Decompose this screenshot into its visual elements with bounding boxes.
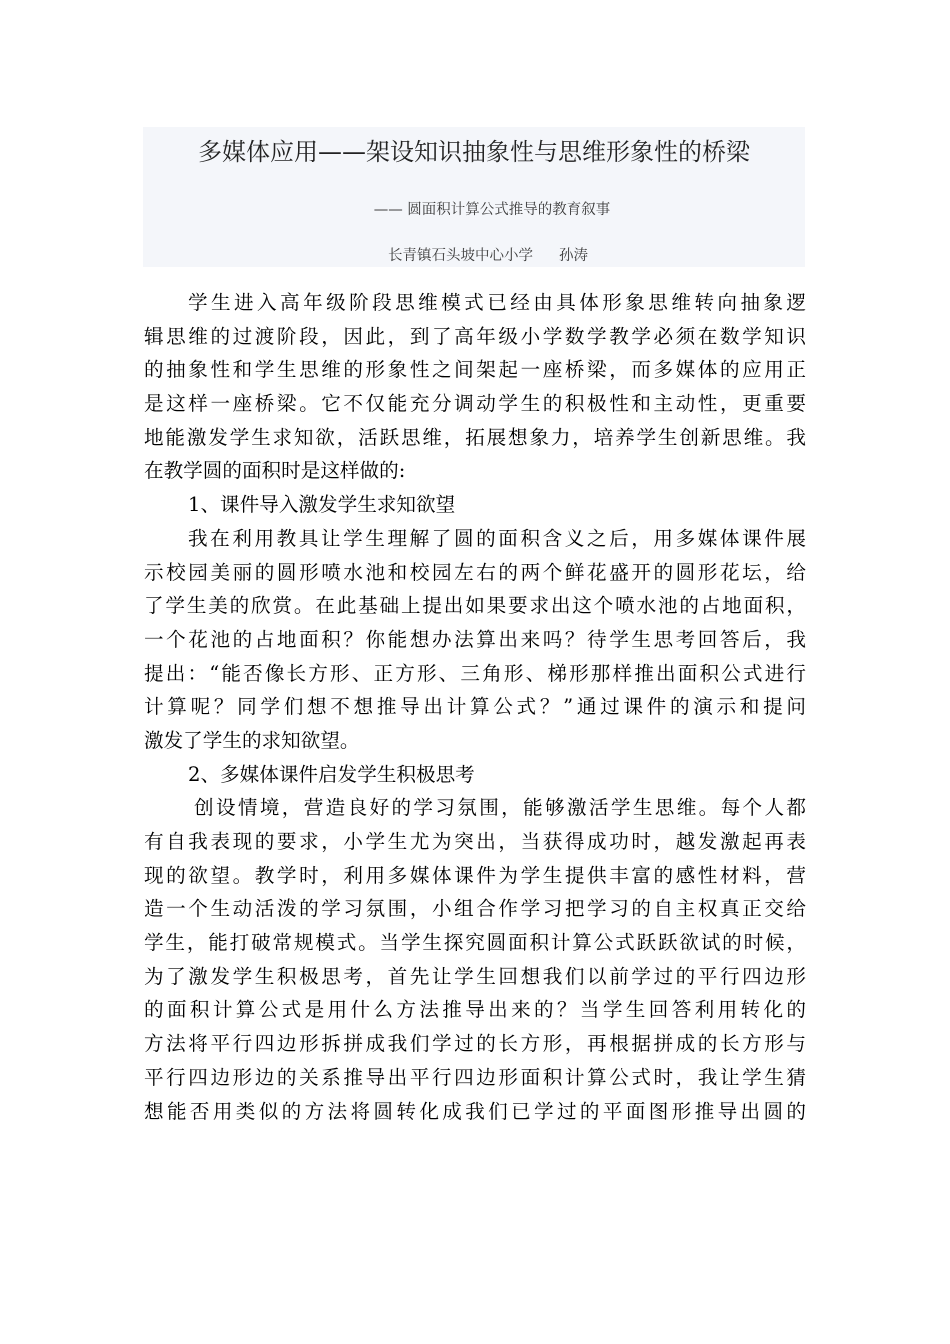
body-line: 一个花池的占地面积？你能想办法算出来吗？待学生思考回答后，我 — [144, 627, 806, 651]
body-line: 在教学圆的面积时是这样做的: — [144, 459, 406, 483]
body-line: 了学生美的欣赏。在此基础上提出如果要求出这个喷水池的占地面积， — [144, 594, 806, 618]
body-line: 学生进入高年级阶段思维模式已经由具体形象思维转向抽象逻 — [188, 291, 806, 314]
school-name: 长青镇石头坡中心小学 — [388, 248, 533, 264]
body-text — [144, 286, 806, 1128]
body-line: 平行四边形边的关系推导出平行四边形面积计算公式时，我让学生猜 — [144, 1065, 806, 1089]
body-line: 是这样一座桥梁。它不仅能充分调动学生的积极性和主动性，更重要 — [144, 392, 806, 416]
body-line: 示校园美丽的圆形喷水池和校园左右的两个鲜花盛开的圆形花坛，给 — [144, 560, 806, 584]
body-line: 的面积计算公式是用什么方法推导出来的？当学生回答利用转化的 — [144, 998, 806, 1022]
body-line: 想能否用类似的方法将圆转化成我们已学过的平面图形推导出圆的 — [144, 1099, 806, 1123]
body-line: 方法将平行四边形拆拼成我们学过的长方形，再根据拼成的长方形与 — [144, 1032, 806, 1056]
document-title: 多媒体应用——架设知识抽象性与思维形象性的桥梁 — [198, 138, 750, 166]
body-line: 激发了学生的求知欲望。 — [144, 728, 360, 752]
author-line — [143, 244, 805, 268]
body-line: 造一个生动活泼的学习氛围，小组合作学习把学习的自主权真正交给 — [144, 897, 806, 921]
body-line: 学生，能打破常规模式。当学生探究圆面积计算公式跃跃欲试的时候， — [144, 931, 806, 955]
body-line: 我在利用教具让学生理解了圆的面积含义之后，用多媒体课件展 — [188, 526, 806, 550]
section-heading-2: 2、多媒体课件启发学生积极思考 — [188, 762, 475, 786]
body-line: 辑思维的过渡阶段，因此，到了高年级小学数学教学必须在数学知识 — [144, 324, 806, 348]
body-line: 为了激发学生积极思考，首先让学生回想我们以前学过的平行四边形 — [144, 964, 806, 988]
body-line: 地能激发学生求知欲，活跃思维，拓展想象力，培养学生创新思维。我 — [144, 425, 806, 449]
section-heading-1: 1、课件导入激发学生求知欲望 — [188, 493, 456, 517]
body-line: 提出：“能否像长方形、正方形、三角形、梯形那样推出面积公式进行 — [144, 661, 806, 685]
body-line: 计算呢？同学们想不想推导出计算公式？”通过课件的演示和提问 — [144, 695, 806, 719]
body-line: 创设情境，营造良好的学习氛围，能够激活学生思维。每个人都 — [194, 796, 806, 820]
body-line: 有自我表现的要求，小学生尤为突出，当获得成功时，越发激起再表 — [144, 830, 806, 853]
body-line: 的抽象性和学生思维的形象性之间架起一座桥梁，而多媒体的应用正 — [144, 358, 806, 382]
body-line: 现的欲望。教学时，利用多媒体课件为学生提供丰富的感性材料，营 — [144, 863, 806, 887]
author-name: 孙涛 — [559, 248, 588, 264]
document-subtitle: —— 圆面积计算公式推导的教育叙事 — [373, 202, 611, 218]
